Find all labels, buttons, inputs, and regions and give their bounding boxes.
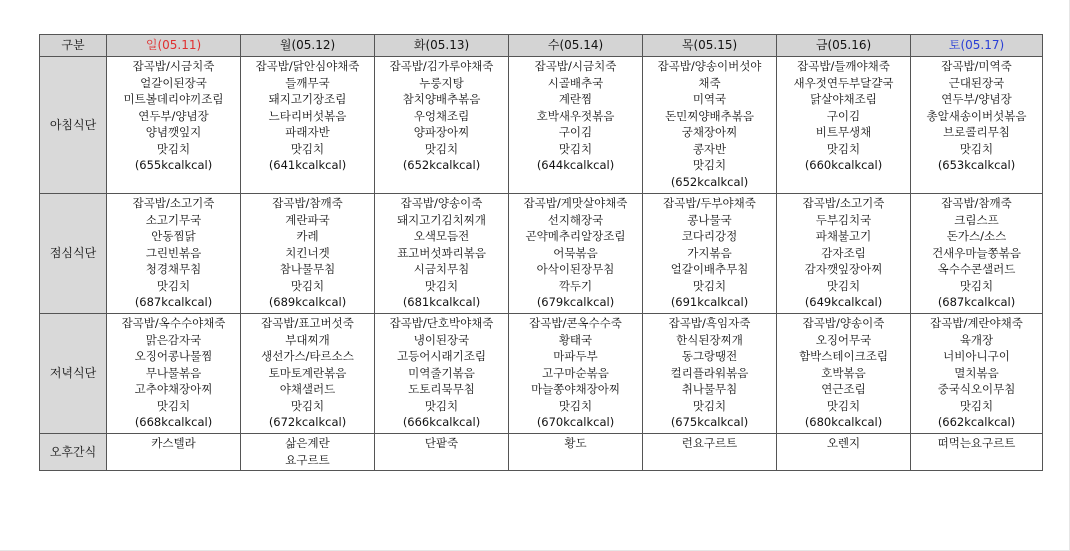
day-date: (05.17) — [960, 38, 1005, 52]
menu-item: 맛김치 — [424, 398, 459, 413]
menu-cell — [911, 194, 1043, 314]
menu-item: 구이김 — [826, 108, 861, 123]
menu-item: 잡곡밥/흑임자죽 — [668, 316, 751, 330]
menu-item: 함박스테이크조림 — [799, 349, 888, 363]
menu-cell — [107, 314, 241, 434]
menu-cell — [509, 314, 643, 434]
menu-item: 잡곡밥/참깨죽 — [941, 196, 1012, 210]
menu-item: 근대된장국 — [948, 75, 1005, 90]
menu-item: 토마토계란볶음 — [268, 365, 347, 380]
menu-item: 잡곡밥/표고버섯죽 — [261, 316, 354, 330]
menu-item: 잡곡밥/단호박야채죽 — [389, 316, 494, 330]
day-date: (05.12) — [291, 38, 336, 52]
menu-item: 맛김치 — [156, 278, 191, 293]
menu-item: 맛김치 — [424, 141, 459, 156]
header-day-fri — [777, 35, 911, 57]
menu-item: 육개장 — [959, 332, 994, 347]
menu-item: 궁채장아찌 — [681, 125, 738, 139]
menu-cell — [643, 194, 777, 314]
day-date: (05.14) — [559, 38, 604, 52]
day-date: (05.15) — [693, 38, 738, 52]
menu-item: (672kcalkcal) — [268, 415, 347, 429]
menu-item: 계란파국 — [285, 212, 330, 227]
menu-item: 우엉채조림 — [413, 108, 470, 123]
menu-item: 삶은계란 — [285, 436, 330, 450]
meal-row-dinner — [40, 314, 1043, 434]
header-day-sun — [107, 35, 241, 57]
menu-item: (675kcalkcal) — [670, 415, 749, 429]
menu-item: (666kcalkcal) — [402, 415, 481, 429]
menu-item: (691kcalkcal) — [670, 295, 749, 309]
menu-item: 맛김치 — [290, 141, 325, 156]
menu-item: 런요구르트 — [681, 436, 738, 450]
menu-cell — [509, 194, 643, 314]
menu-item: 건새우마늘쫑볶음 — [932, 245, 1021, 260]
menu-item: 중국식오이무침 — [937, 382, 1016, 396]
menu-item: 맛김치 — [692, 158, 727, 172]
menu-item: 고추야채장아찌 — [134, 382, 213, 396]
menu-item: 들깨무국 — [285, 75, 330, 90]
menu-item: (649kcalkcal) — [804, 295, 883, 309]
menu-item: 요구르트 — [285, 452, 330, 467]
menu-cell — [777, 434, 911, 471]
menu-item: 연두부/양념장 — [138, 108, 209, 123]
menu-item: 잡곡밥/양송이죽 — [802, 316, 885, 330]
day-name: 수 — [547, 38, 560, 52]
header-row — [40, 35, 1043, 57]
menu-item: 총알새송이버섯볶음 — [926, 108, 1027, 123]
meal-label-dinner: 저녁식단 — [40, 314, 107, 434]
menu-item: 구이김 — [558, 125, 593, 139]
menu-item: 잡곡밥/닭안심야채죽 — [255, 59, 360, 73]
header-day-sat — [911, 35, 1043, 57]
menu-cell — [643, 57, 777, 194]
menu-item: 맛김치 — [156, 141, 191, 156]
menu-item: 얼갈이배추무침 — [670, 262, 749, 276]
menu-item: 잡곡밥/두부야채죽 — [663, 196, 756, 210]
menu-item: 시골배추국 — [547, 75, 604, 90]
menu-item: 황도 — [564, 436, 587, 450]
menu-item: 새우젓연두부달걀국 — [793, 75, 894, 90]
menu-item: 한식된장찌개 — [676, 332, 743, 347]
menu-item: 곤약메추리알장조림 — [525, 229, 626, 243]
menu-item: 얼갈이된장국 — [140, 75, 207, 90]
menu-item: (660kcalkcal) — [804, 158, 883, 172]
header-day-wed — [509, 35, 643, 57]
menu-item: 잡곡밥/들깨야채죽 — [797, 59, 890, 73]
menu-cell — [911, 314, 1043, 434]
menu-item: 맛김치 — [424, 278, 459, 293]
weekly-meal-table — [39, 34, 1043, 471]
menu-item: 마늘쫑야채장아찌 — [531, 382, 620, 396]
menu-item: 잡곡밥/양송이버섯야 — [657, 59, 762, 73]
menu-item: 황태국 — [558, 332, 593, 347]
menu-item: (655kcalkcal) — [134, 158, 213, 172]
menu-item: 콩나물국 — [687, 212, 732, 227]
menu-item: 닭살야채조림 — [810, 92, 877, 106]
meal-row-breakfast — [40, 57, 1043, 194]
menu-item: 잡곡밥/양송이죽 — [400, 196, 483, 210]
menu-item: 잡곡밥/소고기죽 — [132, 196, 215, 210]
menu-item: 돼지고기김치찌개 — [397, 212, 486, 227]
menu-cell — [241, 314, 375, 434]
menu-item: (670kcalkcal) — [536, 415, 615, 429]
menu-item: 동그랑땡전 — [681, 349, 738, 363]
menu-item: 너비아니구이 — [943, 349, 1010, 363]
menu-cell — [509, 434, 643, 471]
menu-item: 잡곡밥/소고기죽 — [802, 196, 885, 210]
menu-item: 아삭이된장무침 — [536, 262, 615, 276]
menu-item: 치킨너겟 — [285, 245, 330, 260]
header-day-thu — [643, 35, 777, 57]
menu-cell — [509, 57, 643, 194]
menu-item: 부대찌개 — [285, 332, 330, 347]
menu-item: (687kcalkcal) — [937, 295, 1016, 309]
menu-item: 도토리묵무침 — [408, 382, 475, 396]
menu-cell — [375, 434, 509, 471]
menu-cell — [777, 57, 911, 194]
menu-item: 소고기무국 — [145, 212, 202, 227]
menu-item: 카레 — [296, 229, 319, 243]
menu-cell — [241, 57, 375, 194]
menu-item: 맛김치 — [692, 278, 727, 293]
menu-item: 누룽지탕 — [419, 75, 464, 90]
menu-item: (644kcalkcal) — [536, 158, 615, 172]
menu-cell — [643, 314, 777, 434]
menu-item: 잡곡밥/미역죽 — [941, 59, 1012, 73]
menu-item: 오징어무국 — [815, 332, 872, 347]
day-name: 일 — [145, 38, 158, 52]
menu-item: 맛김치 — [826, 278, 861, 293]
menu-item: 미역국 — [692, 92, 727, 106]
menu-item: (668kcalkcal) — [134, 415, 213, 429]
menu-item: (653kcalkcal) — [937, 158, 1016, 172]
menu-item: 연두부/양념장 — [941, 92, 1012, 106]
menu-item: 안동찜닭 — [151, 229, 196, 243]
menu-item: (681kcalkcal) — [402, 295, 481, 309]
menu-item: 비트무생채 — [815, 125, 872, 139]
menu-cell — [107, 434, 241, 471]
menu-item: 생선가스/타르소스 — [261, 349, 354, 363]
menu-item: 돼지고기장조림 — [268, 92, 347, 106]
menu-item: 호박새우젓볶음 — [536, 108, 615, 123]
meal-label-breakfast: 아침식단 — [40, 57, 107, 194]
menu-item: 참치양배추볶음 — [402, 92, 481, 106]
menu-item: 깍두기 — [558, 278, 593, 293]
menu-item: 어묵볶음 — [553, 245, 598, 260]
menu-item: 시금치무침 — [413, 262, 470, 276]
menu-item: (687kcalkcal) — [134, 295, 213, 309]
menu-item: 맛김치 — [826, 141, 861, 156]
menu-item: 맛김치 — [959, 398, 994, 413]
menu-item: (679kcalkcal) — [536, 295, 615, 309]
menu-item: 컬리플라워볶음 — [670, 365, 749, 380]
menu-item: 돈가스/소스 — [946, 229, 1007, 243]
menu-cell — [107, 57, 241, 194]
day-name: 금 — [815, 38, 828, 52]
menu-item: 맛김치 — [558, 141, 593, 156]
menu-item: 냉이된장국 — [413, 332, 470, 347]
header-day-tue — [375, 35, 509, 57]
menu-item: 야채샐러드 — [279, 382, 336, 396]
menu-item: 가지볶음 — [687, 245, 732, 260]
menu-item: 떠먹는요구르트 — [937, 436, 1016, 450]
menu-item: 느타리버섯볶음 — [268, 108, 347, 123]
menu-item: 멸치볶음 — [954, 365, 999, 380]
menu-cell — [241, 194, 375, 314]
menu-item: 오렌지 — [826, 436, 861, 450]
menu-item: 맛김치 — [290, 278, 325, 293]
menu-item: 청경채무침 — [145, 262, 202, 276]
day-date: (05.16) — [827, 38, 872, 52]
menu-item: 무나물볶음 — [145, 365, 202, 380]
menu-item: 호박볶음 — [821, 365, 866, 380]
menu-item: 파채불고기 — [815, 229, 872, 243]
menu-item: 채죽 — [698, 75, 721, 90]
menu-cell — [643, 434, 777, 471]
menu-item: 두부김치국 — [815, 212, 872, 227]
header-day-mon — [241, 35, 375, 57]
menu-item: 맛김치 — [290, 398, 325, 413]
menu-item: 마파두부 — [553, 349, 598, 363]
day-date: (05.11) — [157, 38, 202, 52]
menu-item: 카스텔라 — [151, 436, 196, 450]
menu-item: 코다리강정 — [681, 229, 738, 243]
menu-cell — [375, 57, 509, 194]
menu-item: 고등어시래기조림 — [397, 349, 486, 363]
day-name: 월 — [279, 38, 292, 52]
menu-item: 양파장아찌 — [413, 125, 470, 139]
menu-item: 돈민찌양배추볶음 — [665, 108, 754, 123]
menu-cell — [107, 194, 241, 314]
meal-label-lunch: 점심식단 — [40, 194, 107, 314]
menu-item: 오징어콩나물찜 — [134, 349, 213, 363]
menu-item: 양념깻잎지 — [145, 125, 202, 139]
menu-item: 그린빈볶음 — [145, 245, 202, 260]
menu-item: 맑은감자국 — [145, 332, 202, 347]
menu-item: 연근조림 — [821, 382, 866, 396]
menu-item: (689kcalkcal) — [268, 295, 347, 309]
menu-item: 계란찜 — [558, 92, 593, 106]
menu-cell — [911, 57, 1043, 194]
day-name: 화 — [413, 38, 426, 52]
menu-item: (652kcalkcal) — [402, 158, 481, 172]
menu-item: 맛김치 — [959, 141, 994, 156]
menu-cell — [375, 194, 509, 314]
meal-row-snack — [40, 434, 1043, 471]
menu-item: 잡곡밥/게맛살야채죽 — [523, 196, 628, 210]
menu-item: 맛김치 — [959, 278, 994, 293]
menu-item: (641kcalkcal) — [268, 158, 347, 172]
menu-item: 미트볼데리야끼조림 — [123, 92, 224, 106]
menu-item: 오색모듬전 — [413, 229, 470, 243]
menu-item: 맛김치 — [558, 398, 593, 413]
menu-item: 미역줄기볶음 — [408, 365, 475, 380]
meal-label-snack: 오후간식 — [40, 434, 107, 471]
menu-item: 맛김치 — [692, 398, 727, 413]
menu-item: 참나물무침 — [279, 262, 336, 276]
menu-item: 취나물무침 — [681, 382, 738, 396]
menu-cell — [777, 194, 911, 314]
menu-item: 브로콜리무침 — [943, 125, 1010, 139]
menu-item: 맛김치 — [156, 398, 191, 413]
menu-item: 잡곡밥/옥수수야채죽 — [121, 316, 226, 330]
menu-item: 잡곡밥/시금치죽 — [132, 59, 215, 73]
menu-cell — [911, 434, 1043, 471]
day-name: 토 — [948, 38, 961, 52]
menu-item: 파래자반 — [285, 125, 330, 139]
menu-item: 잡곡밥/김가루야채죽 — [389, 59, 494, 73]
menu-cell — [241, 434, 375, 471]
menu-item: 표고버섯꽈리볶음 — [397, 245, 486, 260]
menu-item: 고구마순볶음 — [542, 365, 609, 380]
meal-row-lunch — [40, 194, 1043, 314]
header-category-label: 구분 — [40, 35, 107, 57]
menu-item: 크림스프 — [954, 212, 999, 227]
menu-item: (662kcalkcal) — [937, 415, 1016, 429]
menu-cell — [777, 314, 911, 434]
menu-item: (680kcalkcal) — [804, 415, 883, 429]
menu-cell — [375, 314, 509, 434]
menu-item: 콩자반 — [692, 141, 727, 156]
menu-item: 잡곡밥/계란야채죽 — [930, 316, 1023, 330]
day-name: 목 — [681, 38, 694, 52]
day-date: (05.13) — [425, 38, 470, 52]
menu-item: 잡곡밥/시금치죽 — [534, 59, 617, 73]
menu-item: 감자깻잎장아찌 — [804, 262, 883, 276]
menu-item: 맛김치 — [826, 398, 861, 413]
menu-item: (652kcalkcal) — [670, 174, 749, 189]
menu-item: 옥수수콘샐러드 — [937, 262, 1016, 276]
menu-item: 선지해장국 — [547, 212, 604, 227]
menu-item: 잡곡밥/참깨죽 — [272, 196, 343, 210]
menu-item: 감자조림 — [821, 245, 866, 260]
menu-item: 단팥죽 — [424, 436, 459, 450]
menu-item: 잡곡밥/콘옥수수죽 — [529, 316, 622, 330]
